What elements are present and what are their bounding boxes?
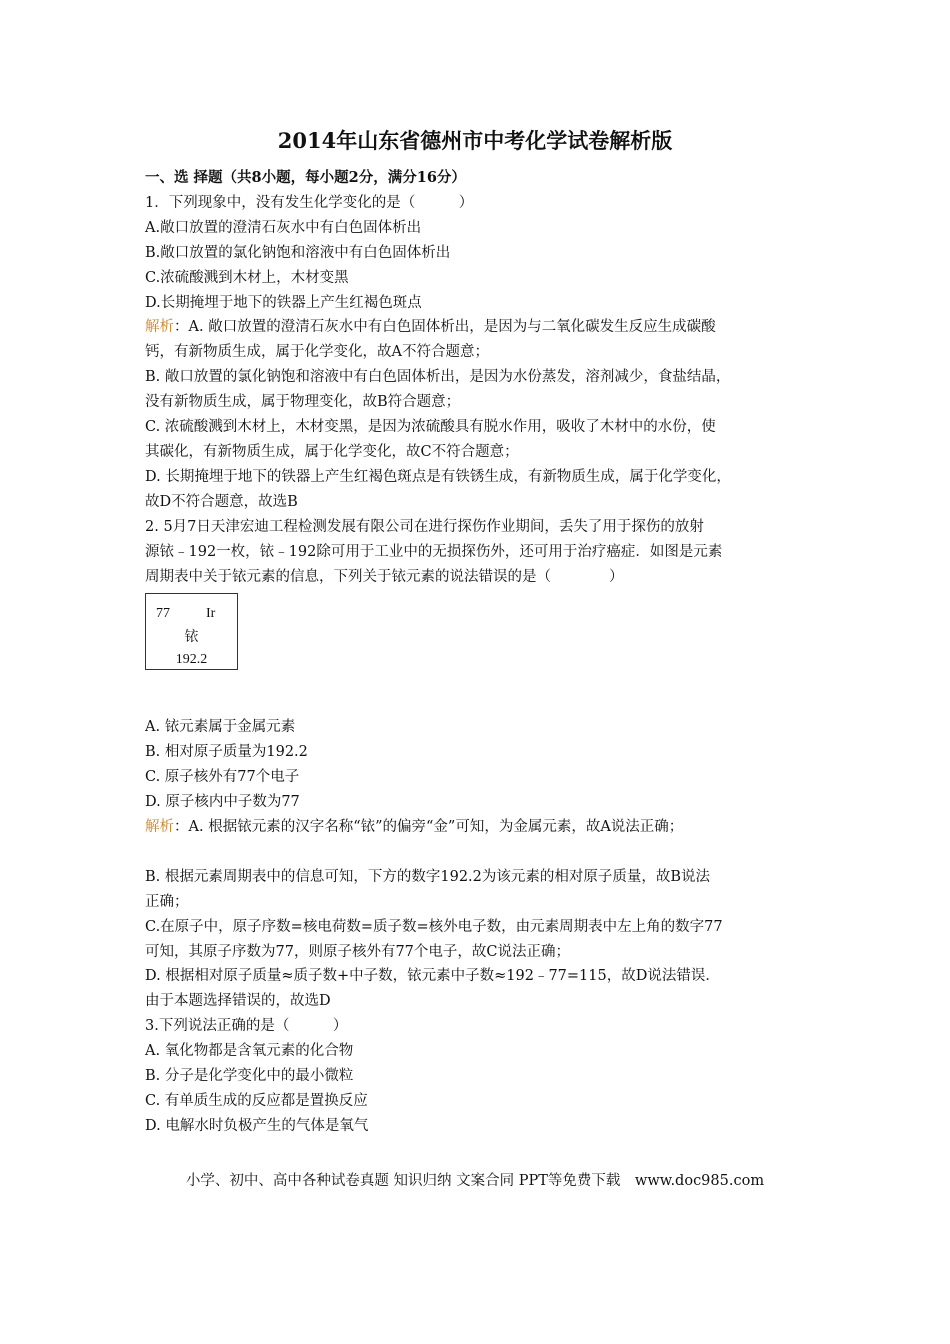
element-name: 铱	[184, 629, 199, 646]
q1-analysis-line: D. 长期掩埋于地下的铁器上产生红褐色斑点是有铁锈生成，有新物质生成，属于化学变化，	[145, 468, 731, 485]
q2-analysis-tag: 解析	[145, 819, 174, 836]
q1-option-c: C.浓硫酸溅到木材上，木材变黑	[145, 269, 349, 286]
q1-analysis-line: 没有新物质生成，属于物理变化，故B符合题意；	[145, 394, 461, 411]
q2-stem-line: 2. 5月7日天津宏迪工程检测发展有限公司在进行探伤作业期间，丢失了用于探伤的放射	[145, 518, 704, 535]
q3-option-b: B. 分子是化学变化中的最小微粒	[145, 1068, 354, 1085]
q1-analysis-tag: 解析	[145, 319, 174, 336]
q2-analysis-line: 解析：A. 根据铱元素的汉字名称“铱”的偏旁“金”可知，为金属元素，故A说法正确；	[145, 819, 684, 836]
q2-option-c: C. 原子核外有77个电子	[145, 769, 300, 786]
page-title: 2014年山东省德州市中考化学试卷解析版	[277, 128, 673, 153]
section-heading: 一、选 择题（共8小题，每小题2分，满分16分）	[145, 169, 466, 186]
q1-analysis-line: 故D不符合题意，故选B	[145, 493, 298, 510]
q3-stem: 3.下列说法正确的是（ ）	[145, 1018, 348, 1035]
q2-stem-line: 源铱﹣192一枚，铱﹣192除可用于工业中的无损探伤外，还可用于治疗癌症．如图是元素	[145, 543, 723, 560]
document-body	[145, 166, 813, 1139]
q2-analysis-line: C.在原子中，原子序数=核电荷数=质子数=核外电子数，由元素周期表中左上角的数字77	[145, 918, 723, 935]
q2-analysis-line: B. 根据元素周期表中的信息可知，下方的数字192.2为该元素的相对原子质量，故B说法	[145, 868, 711, 885]
q2-option-b: B. 相对原子质量为192.2	[145, 744, 308, 761]
element-atomic-number: 77	[156, 606, 170, 622]
page-footer: 小学、初中、高中各种试卷真题 知识归纳 文案合同 PPT等免费下载 www.doc985.com	[185, 1173, 765, 1189]
q2-option-a: A. 铱元素属于金属元素	[145, 719, 296, 736]
q1-analysis-line: C. 浓硫酸溅到木材上，木材变黑，是因为浓硫酸具有脱水作用，吸收了木材中的水份，使	[145, 419, 716, 436]
q3-option-c: C. 有单质生成的反应都是置换反应	[145, 1092, 368, 1109]
q1-analysis-line: B. 敞口放置的氯化钠饱和溶液中有白色固体析出，是因为水份蒸发，溶剂减少，食盐结晶，	[145, 369, 731, 386]
element-symbol: Ir	[206, 606, 216, 622]
q2-analysis-line: 可知，其原子序数为77，则原子核外有77个电子，故C说法正确；	[145, 943, 570, 960]
q2-option-d: D. 原子核内中子数为77	[145, 794, 300, 811]
q1-analysis-line: 钙，有新物质生成，属于化学变化，故A不符合题意；	[145, 344, 489, 361]
q1-option-b: B.敞口放置的氯化钠饱和溶液中有白色固体析出	[145, 244, 451, 261]
q1-option-a: A.敞口放置的澄清石灰水中有白色固体析出	[145, 219, 422, 236]
q2-stem-line: 周期表中关于铱元素的信息，下列关于铱元素的说法错误的是（ ）	[145, 568, 624, 585]
q2-analysis-line: 正确；	[145, 893, 189, 910]
q1-stem: 1．下列现象中，没有发生化学变化的是（ ）	[145, 194, 474, 211]
q3-option-d: D. 电解水时负极产生的气体是氧气	[145, 1117, 369, 1134]
spacer	[145, 670, 813, 715]
element-atomic-mass: 192.2	[175, 652, 208, 668]
periodic-element-box	[145, 593, 238, 670]
q1-option-d: D.长期掩埋于地下的铁器上产生红褐色斑点	[145, 294, 422, 311]
q3-option-a: A. 氧化物都是含氧元素的化合物	[145, 1043, 354, 1060]
q1-analysis-line: 解析：A. 敞口放置的澄清石灰水中有白色固体析出，是因为与二氧化碳发生反应生成碳酸	[145, 319, 716, 336]
q1-analysis-line: 其碳化，有新物质生成，属于化学变化，故C不符合题意；	[145, 443, 519, 460]
q2-analysis-line: D. 根据相对原子质量≈质子数+中子数，铱元素中子数≈192﹣77=115，故D说法错误．	[145, 968, 720, 985]
q2-analysis-line: 由于本题选择错误的，故选D	[145, 993, 331, 1010]
spacer	[145, 840, 813, 865]
